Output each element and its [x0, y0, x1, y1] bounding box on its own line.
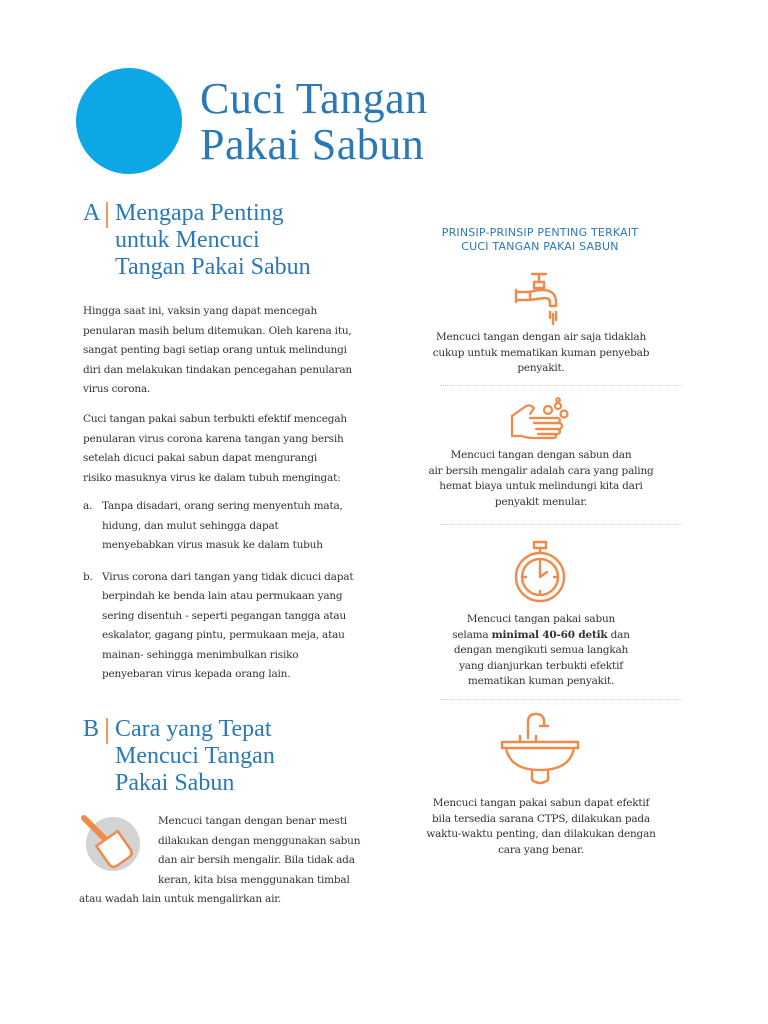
- list-line: Tanpa disadari, orang sering menyentuh mata,: [102, 500, 343, 512]
- principle-text: dan: [607, 628, 630, 641]
- principle-line: mematikan kuman penyakit.: [467, 675, 615, 687]
- paragraph-line: penularan masih belum ditemukan. Oleh karena itu,: [83, 324, 352, 337]
- dotted-divider: [440, 699, 682, 700]
- list-line: hidung, dan mulut sehingga dapat: [102, 519, 279, 532]
- washing-hands-icon: [508, 396, 572, 444]
- paragraph-line: Cuci tangan pakai sabun terbukti efektif mencegah: [83, 413, 347, 425]
- principle-item-2: [410, 448, 672, 510]
- list-line: menyebabkan virus masuk ke dalam tubuh: [102, 539, 323, 551]
- faucet-icon: [510, 268, 572, 328]
- paragraph-line: sangat penting bagi setiap orang untuk melindungi: [83, 344, 347, 356]
- section-a-divider: [106, 202, 108, 228]
- paragraph-line: setelah dicuci pakai sabun dapat mengurangi: [83, 452, 318, 464]
- section-a-heading: [83, 200, 383, 282]
- section-b-title-line: Pakai Sabun: [115, 770, 235, 796]
- principle-line: penyakit menular.: [494, 495, 588, 508]
- dotted-divider: [440, 524, 682, 525]
- water-scoop-icon: [78, 810, 144, 872]
- section-b-paragraph-last: atau wadah lain untuk mengalirkan air.: [79, 893, 282, 905]
- principle-item-1: [410, 330, 672, 377]
- principle-item-3: [410, 612, 672, 690]
- principle-line: dengan mengikuti semua langkah: [453, 644, 629, 656]
- paragraph-line: Hingga saat ini, vaksin yang dapat mencegah: [83, 305, 318, 317]
- list-line: penyebaran virus kepada orang lain.: [102, 668, 291, 680]
- principles-heading-line: PRINSIP-PRINSIP PENTING TERKAIT: [441, 226, 639, 239]
- principle-line: Mencuci tangan dengan sabun dan: [450, 449, 632, 461]
- paragraph-line: risiko masuknya virus ke dalam tubuh mengingat:: [83, 471, 341, 484]
- principle-line: Mencuci tangan dengan air saja tidaklah: [435, 331, 647, 343]
- list-line: Virus corona dari tangan yang tidak dicuci dapat: [102, 570, 354, 583]
- principle-line: waktu-waktu penting, dan dilakukan dengan: [426, 828, 656, 840]
- sink-icon: [498, 708, 582, 788]
- dotted-divider: [440, 385, 682, 386]
- paragraph-line: Mencuci tangan dengan benar mesti: [158, 815, 347, 827]
- principle-line: air bersih mengalir adalah cara yang paling: [428, 464, 654, 477]
- principle-line: [410, 628, 672, 644]
- list-item: [83, 497, 383, 556]
- section-b-letter: B: [83, 716, 100, 742]
- page-title-line1: Cuci Tangan: [200, 74, 428, 123]
- list-line: berpindah ke benda lain atau permukaan yang: [102, 590, 343, 602]
- principles-heading: [400, 226, 680, 254]
- principle-bold-text: minimal 40-60 detik: [491, 628, 608, 641]
- list-marker: a.: [83, 500, 93, 512]
- paragraph-line: dan air bersih mengalir. Bila tidak ada: [158, 854, 355, 866]
- paragraph-line: diri dan melakukan tindakan pencegahan penularan: [83, 363, 352, 376]
- principle-line: Mencuci tangan pakai sabun: [466, 613, 616, 625]
- section-b-title-line: Mencuci Tangan: [115, 743, 275, 769]
- principle-line: Mencuci tangan pakai sabun dapat efektif: [432, 797, 650, 809]
- principle-text: selama: [452, 628, 492, 641]
- section-b-heading: [83, 716, 383, 798]
- section-a-title: [115, 200, 311, 281]
- section-b-title-line: Cara yang Tepat: [115, 716, 272, 742]
- principle-line: hemat biaya untuk melindungi kita dari: [439, 480, 643, 492]
- section-a-paragraph-1: [83, 302, 383, 400]
- principle-line: bila tersedia sarana CTPS, dilakukan pada: [432, 812, 650, 825]
- section-b-divider: [106, 718, 108, 744]
- principle-line: penyakit.: [517, 362, 565, 374]
- paragraph-line: keran, kita bisa menggunakan timbal: [158, 873, 350, 886]
- list-line: eskalator, gagang pintu, permukaan meja, atau: [102, 629, 345, 641]
- header-circle: [76, 68, 182, 174]
- section-a-letter: A: [83, 200, 101, 226]
- paragraph-line: virus corona.: [83, 383, 151, 395]
- section-b-paragraph: [158, 812, 360, 890]
- section-a-title-line: untuk Mencuci: [115, 227, 260, 253]
- section-a-title-line: Mengapa Penting: [115, 200, 284, 226]
- principle-line: cara yang benar.: [498, 843, 584, 856]
- section-a-paragraph-2: [83, 410, 383, 488]
- section-b-title: [115, 716, 275, 797]
- principles-heading-line: CUCI TANGAN PAKAI SABUN: [461, 240, 619, 253]
- page-title: [200, 76, 560, 168]
- list-item: [83, 568, 383, 685]
- principle-item-4: [410, 796, 672, 858]
- paragraph-line: dilakukan dengan menggunakan sabun: [158, 834, 361, 847]
- paragraph-line: penularan virus corona karena tangan yang bersih: [83, 432, 344, 445]
- stopwatch-icon: [514, 540, 566, 606]
- list-line: mainan- sehingga menimbulkan risiko: [102, 648, 299, 661]
- list-marker: b.: [83, 570, 93, 583]
- principle-line: cukup untuk mematikan kuman penyebab: [432, 346, 650, 359]
- page-title-line2: Pakai Sabun: [200, 120, 425, 169]
- section-a-list: [83, 497, 383, 685]
- section-a-title-line: Tangan Pakai Sabun: [115, 254, 311, 280]
- list-line: sering disentuh - seperti pegangan tangga atau: [102, 609, 347, 622]
- principle-line: yang dianjurkan terbukti efektif: [459, 659, 623, 672]
